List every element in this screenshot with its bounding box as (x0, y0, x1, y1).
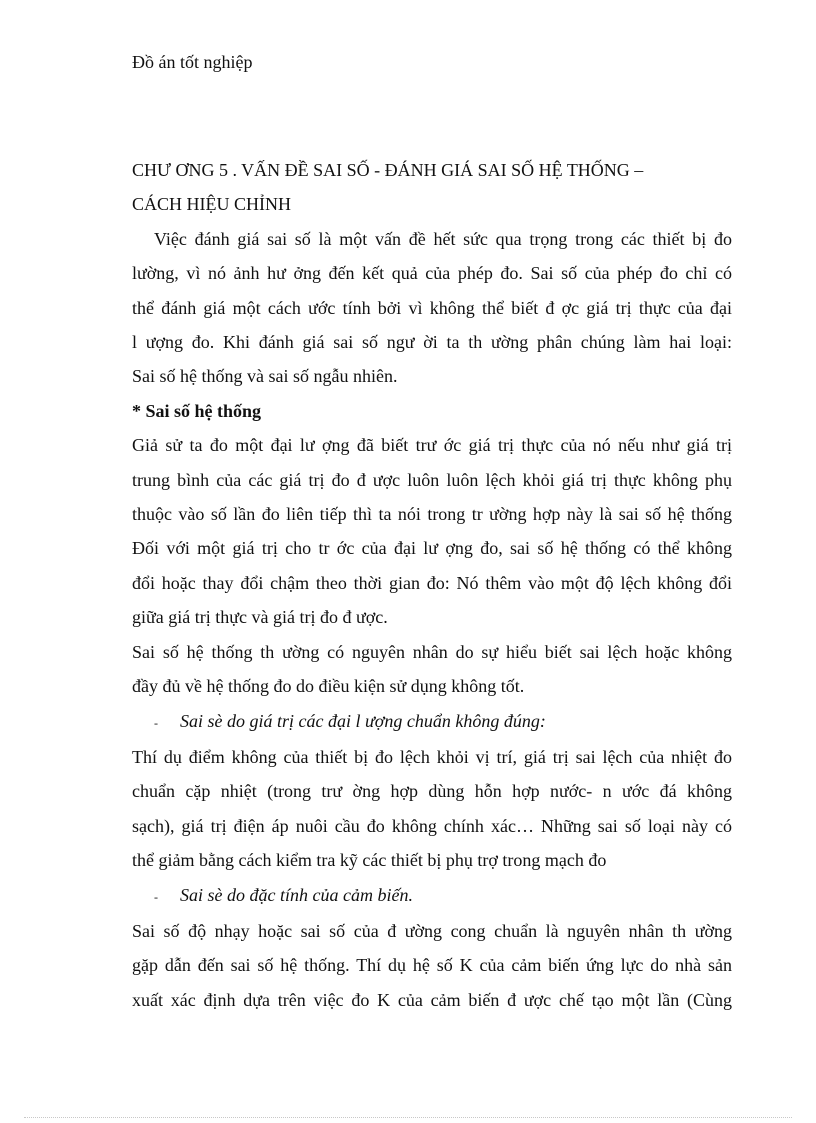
paragraph5-line: Sai số độ nhạy hoặc sai số của đ ường cong chuẩn là nguyên nhân th ường (132, 920, 732, 941)
document-body (132, 153, 732, 1017)
paragraph2-line: đổi hoặc thay đổi chậm theo thời gian đo: Nó thêm vào một độ lệch không đổi (132, 572, 732, 593)
section-heading: * Sai số hệ thống (132, 400, 262, 421)
bullet-marker: - (154, 715, 158, 730)
paragraph4-line: sạch), giá trị điện áp nuôi cầu đo không chính xác… Những sai số loại này có (132, 815, 732, 836)
paragraph4-line: thể giảm bằng cách kiểm tra kỹ các thiết bị phụ trợ trong mạch đo (132, 850, 607, 871)
page-bottom-divider (24, 1117, 792, 1118)
chapter-title-line2: CÁCH HIỆU CHỈNH (132, 194, 291, 215)
bullet-marker: - (154, 889, 158, 904)
paragraph1-line: Giả sử ta đo một đại lư ợng đã biết trư ớc giá trị thực của nó nếu như giá trị (132, 435, 732, 456)
paragraph4-line: Thí dụ điểm không của thiết bị đo lệch khỏi vị trí, giá trị sai lệch của nhiệt đo (132, 746, 732, 767)
bullet-text: Sai sè do giá trị các đại l ượng chuẩn không đúng: (180, 710, 546, 731)
intro-line: thể đánh giá một cách ước tính bởi vì không thể biết đ ợc giá trị thực của đại (132, 297, 732, 318)
paragraph3-line: Sai số hệ thống th ường có nguyên nhân do sự hiểu biết sai lệch hoặc không (132, 641, 732, 662)
intro-line: l ượng đo. Khi đánh giá sai số ngư ời ta th ường phân chúng làm hai loại: (132, 332, 732, 353)
intro-line: Việc đánh giá sai số là một vấn đề hết sức qua trọng trong các thiết bị đo (154, 228, 732, 249)
chapter-title-line1: CHƯ ƠNG 5 . VẤN ĐỀ SAI SỐ - ĐÁNH GIÁ SAI SỐ HỆ THỐNG – (132, 160, 644, 180)
intro-line: Sai số hệ thống và sai số ngẫu nhiên. (132, 366, 398, 387)
paragraph1-line: trung bình của các giá trị đo đ ược luôn luôn lệch khỏi giá trị thực không phụ (132, 469, 732, 490)
bullet-item (132, 878, 732, 914)
paragraph1-line: thuộc vào số lần đo liên tiếp thì ta nói trong tr ường hợp này là sai số hệ thống (132, 504, 732, 525)
bullet-text: Sai sè do đặc tính của cảm biến. (180, 884, 413, 905)
bullet-item (132, 704, 732, 740)
paragraph4-line: chuẩn cặp nhiệt (trong trư ờng hợp dùng hỗn hợp nước- n ước đá không (132, 781, 732, 802)
paragraph3-line: đầy đủ về hệ thống đo do điều kiện sử dụng không tốt. (132, 676, 525, 697)
paragraph2-line: Đối với một giá trị cho tr ớc của đại lư ợng đo, sai số hệ thống có thể không (132, 538, 732, 559)
page-header: Đồ án tốt nghiệp (132, 52, 253, 72)
paragraph5-line: gặp dẫn đến sai số hệ thống. Thí dụ hệ số K của cảm biến ứng lực do nhà sản (132, 955, 732, 976)
intro-line: lường, vì nó ảnh hư ởng đến kết quả của phép đo. Sai số của phép đo chỉ có (132, 263, 732, 284)
paragraph5-line: xuất xác định dựa trên việc đo K của cảm biến đ ược chế tạo một lần (Cùng (132, 989, 732, 1010)
paragraph2-line: giữa giá trị thực và giá trị đo đ ược. (132, 607, 388, 628)
